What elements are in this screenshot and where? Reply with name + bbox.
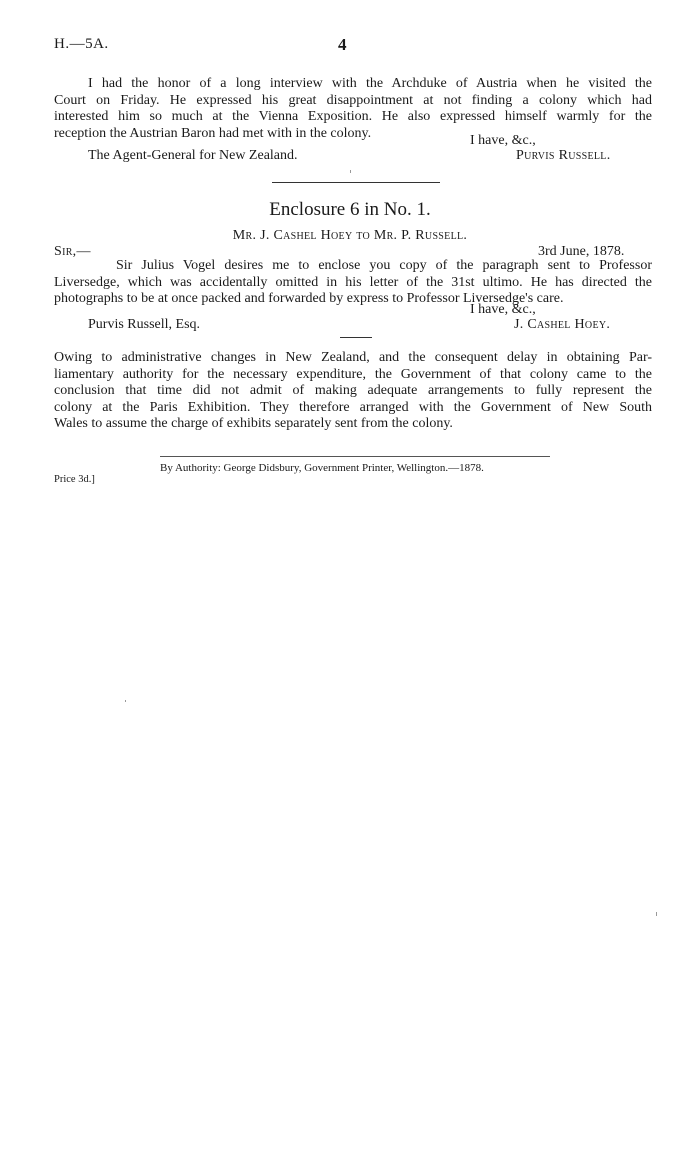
footer-rule xyxy=(160,456,550,457)
text-line: conclusion that time did not admit of making adequate arrangements to fully represent the xyxy=(54,383,652,398)
text-line: reception the Austrian Baron had met with in the colony. xyxy=(54,125,372,141)
text-line: photographs to be at once packed and forwarded by express to Professor Liversedge's care. xyxy=(54,291,564,306)
text-line: interested him so much at the Vienna Exposition. He also expressed himself warmly for the xyxy=(54,109,652,124)
letter-closing: I have, &c., xyxy=(470,133,536,148)
scan-speck xyxy=(125,700,126,702)
page-number: 4 xyxy=(338,35,347,54)
section-divider xyxy=(272,182,440,183)
short-divider xyxy=(340,337,372,338)
text-line: liamentary authority for the necessary expenditure, the Government of that colony came to the xyxy=(54,366,652,382)
text-line: Sir Julius Vogel desires me to enclose you copy of the paragraph sent to Professor xyxy=(116,258,652,273)
letter-signature: Purvis Russell. xyxy=(516,148,611,163)
print-speck xyxy=(350,170,351,173)
enclosure-body xyxy=(54,258,652,308)
text-line: Liversedge, which was accidentally omitted in his letter of the 31st ultimo. He has directed the xyxy=(54,274,652,290)
salutation: Sir,— xyxy=(54,244,91,259)
text-line: Wales to assume the charge of exhibits separately sent from the colony. xyxy=(54,416,453,431)
text-line: Court on Friday. He expressed his great disappointment at not finding a colony which had xyxy=(54,92,652,108)
enclosure-addressee: Purvis Russell, Esq. xyxy=(88,317,201,332)
enclosure-closing: I have, &c., xyxy=(470,302,536,317)
text-line: I had the honor of a long interview with the Archduke of Austria when he visited the xyxy=(88,76,652,91)
enclosure-title: Enclosure 6 in No. 1. xyxy=(269,199,431,220)
text-line: colony at the Paris Exhibition. They therefore arranged with the Government of New South xyxy=(54,399,652,415)
printer-imprint: By Authority: George Didsbury, Government Printer, Wellington.—1878. xyxy=(160,462,484,474)
letter-date: 3rd June, 1878. xyxy=(538,244,625,259)
letter-addressee: The Agent-General for New Zealand. xyxy=(88,148,298,163)
text-line: Owing to administrative changes in New Zealand, and the consequent delay in obtaining Par- xyxy=(54,350,652,365)
scan-speck xyxy=(656,912,657,916)
document-code: H.—5A. xyxy=(54,36,109,52)
enclosure-subtitle: Mr. J. Cashel Hoey to Mr. P. Russell. xyxy=(232,228,468,243)
closing-paragraph xyxy=(54,350,652,433)
price-note: Price 3d.] xyxy=(54,474,95,485)
enclosure-signature: J. Cashel Hoey. xyxy=(514,317,611,332)
letter-body xyxy=(54,76,652,142)
